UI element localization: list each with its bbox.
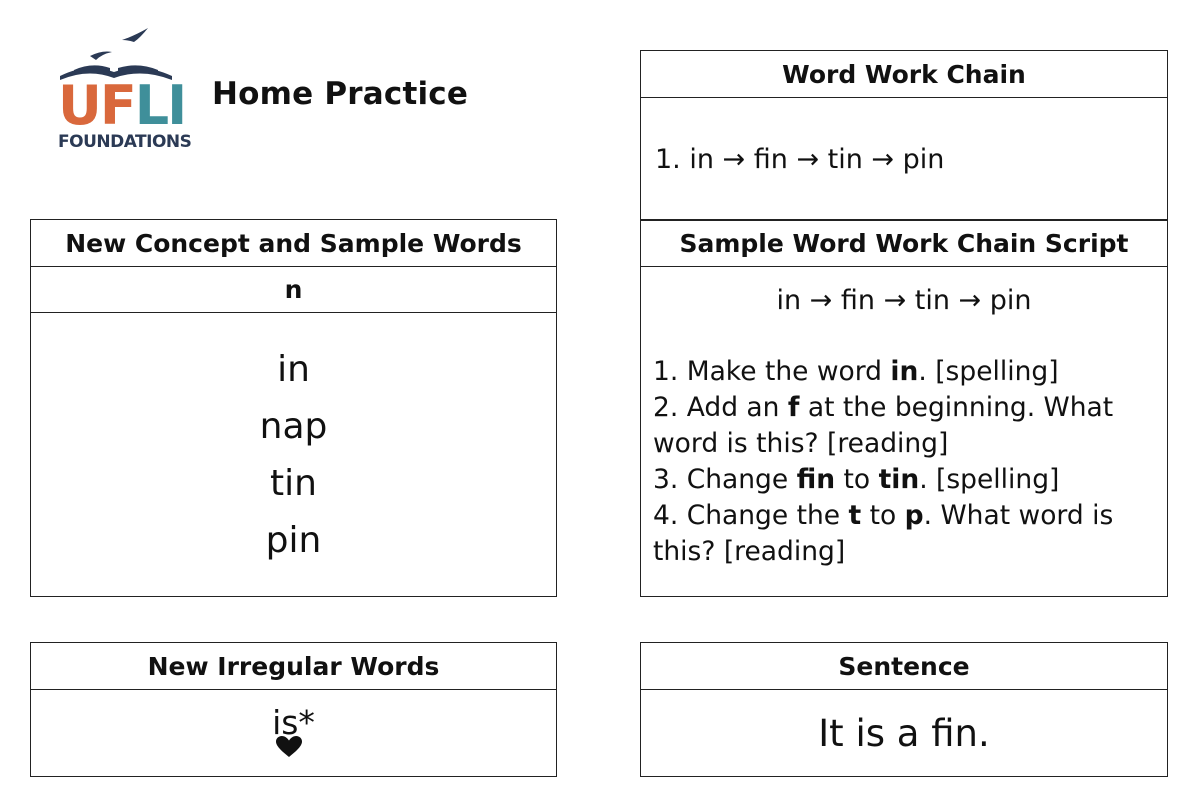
irregular-words-heading: New Irregular Words xyxy=(31,643,556,690)
chain-script-chain: in → fin → tin → pin xyxy=(776,285,1032,316)
logo-subtitle: FOUNDATIONS xyxy=(58,132,192,152)
chain-script-steps xyxy=(641,316,1167,570)
sample-word: pin xyxy=(265,520,322,561)
sample-word: nap xyxy=(259,406,328,447)
concept-heading: New Concept and Sample Words xyxy=(31,220,556,267)
word-chain-box xyxy=(640,50,1168,221)
concept-box xyxy=(30,219,557,597)
sample-words-list xyxy=(31,313,556,569)
concept-letter: n xyxy=(31,267,556,313)
sentence-text: It is a fin. xyxy=(818,712,990,755)
sentence-heading: Sentence xyxy=(641,643,1167,690)
script-step: 2. Add an f at the beginning. What word is this? [reading] xyxy=(653,392,1114,459)
sentence-box xyxy=(640,642,1168,777)
heart-icon xyxy=(21,736,556,762)
script-step: 1. Make the word in. [spelling] xyxy=(653,356,1059,387)
page-title: Home Practice xyxy=(212,76,469,112)
logo-letters: UFLI xyxy=(58,74,186,137)
sample-word: tin xyxy=(270,463,317,504)
script-step: 3. Change fin to tin. [spelling] xyxy=(653,464,1060,495)
chain-script-heading: Sample Word Work Chain Script xyxy=(641,220,1167,267)
irregular-word: is* xyxy=(272,703,315,742)
chain-script-box xyxy=(640,219,1168,597)
script-step: 4. Change the t to p. What word is this? [reading] xyxy=(653,500,1114,567)
ufli-logo xyxy=(52,26,192,152)
sample-word: in xyxy=(277,349,310,390)
irregular-words-box xyxy=(30,642,557,777)
word-chain-line: 1. in → fin → tin → pin xyxy=(655,144,945,175)
word-chain-heading: Word Work Chain xyxy=(641,51,1167,98)
